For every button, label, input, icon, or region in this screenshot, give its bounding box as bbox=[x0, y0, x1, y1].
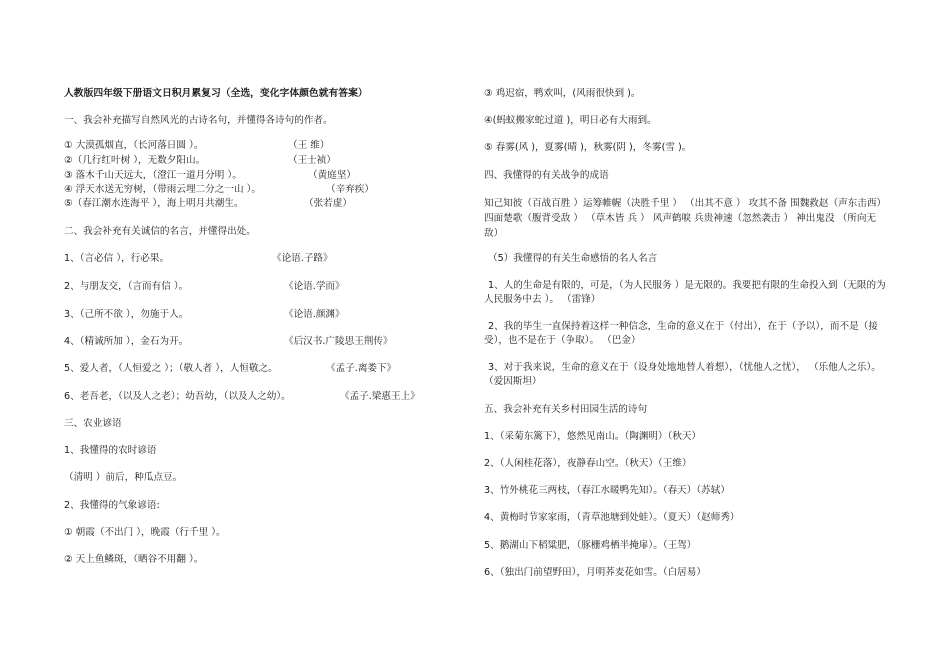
quote-line-6 bbox=[64, 391, 420, 403]
poem-author: （王士祯） bbox=[288, 155, 336, 166]
quote-source: 《论语.子路》 bbox=[272, 253, 333, 264]
quote-text: 6、老吾老，（以及人之老）；幼吾幼，（以及人之幼）。 bbox=[64, 391, 291, 402]
weather-proverb-line-4: ④(蚂蚁搬家蛇过道 )，明日必有大雨到。 bbox=[484, 115, 657, 126]
quote-source: 《论语.学而》 bbox=[284, 281, 345, 292]
weather-proverb-line-3: ③ 鸡迟宿，鸭欢叫，(风雨很快到 )。 bbox=[484, 88, 641, 99]
quote-source: 《论语.颜渊》 bbox=[284, 309, 345, 320]
poem-line-5 bbox=[64, 198, 352, 210]
poem-line-1 bbox=[64, 140, 330, 152]
quote-line-3 bbox=[64, 309, 345, 321]
weather-proverb-subheading: 2、我懂得的气象谚语: bbox=[64, 500, 160, 511]
life-quote-3: 3、对于我来说，生命的意义在于（设身处地地替人着想），（忧他人之忧）， （乐他人之乐）。 （爱因斯坦） bbox=[484, 362, 881, 387]
pastoral-poem-line-4: 4、黄梅时节家家雨，（青草池塘到处蛙）。（夏天）（赵师秀） bbox=[484, 512, 740, 523]
poem-text: ① 大漠孤烟直，（长河落日圆 ）。 bbox=[64, 140, 204, 151]
poem-text: ④ 浮天水送无穷树，（带雨云埋二分之一山 ）。 bbox=[64, 184, 261, 195]
quote-line-4 bbox=[64, 336, 393, 348]
life-quote-1: 1、人的生命是有限的，可是，（为人民服务 ）是无限的。我要把有限的生命投入到（无限的为人民服务中去 ）。 （雷锋） bbox=[484, 280, 886, 305]
poem-author: （张若虚） bbox=[304, 198, 352, 209]
quote-line-5 bbox=[64, 363, 397, 375]
poem-text: ③ 落木千山天远大，（澄江一道月分明 ）。 bbox=[64, 170, 242, 181]
farming-proverb-line: （清明 ）前后，种瓜点豆。 bbox=[64, 472, 183, 483]
life-quotes-subheading: （5）我懂得的有关生命感悟的名人名言 bbox=[488, 253, 658, 264]
poem-line-2 bbox=[64, 155, 336, 167]
quote-source: 《孟子.离娄下》 bbox=[326, 363, 397, 374]
quote-line-1 bbox=[64, 253, 333, 265]
quote-text: 1、（言必信 ），行必果。 bbox=[64, 253, 170, 264]
poem-text: ⑤（春江潮水连海平 ），海上明月共潮生。 bbox=[64, 198, 244, 209]
section-4-heading: 四、我懂得的有关战争的成语 bbox=[484, 170, 609, 181]
poem-author: （黄庭坚） bbox=[308, 170, 356, 181]
document-title: 人教版四年级下册语文日积月累复习（全选，变化字体颜色就有答案） bbox=[64, 88, 368, 99]
weather-proverb-line-1: ① 朝霞（不出门 ），晚霞（行千里 ）。 bbox=[64, 527, 226, 538]
quote-text: 3、（己所不欲 ），勿施于人。 bbox=[64, 309, 189, 320]
section-2-heading: 二、我会补充有关诚信的名言，并懂得出处。 bbox=[64, 226, 256, 237]
section-5-heading: 五、我会补充有关乡村田园生活的诗句 bbox=[484, 404, 648, 415]
pastoral-poem-line-2: 2、（人闲桂花落），夜静春山空。（秋天）（王维） bbox=[484, 458, 692, 469]
farming-proverb-subheading: 1、我懂得的农时谚语 bbox=[64, 445, 157, 456]
pastoral-poem-line-1: 1、（采菊东篱下），悠然见南山。（陶渊明）（秋天） bbox=[484, 431, 702, 442]
pastoral-poem-line-5: 5、鹅湖山下稻粱肥，（豚栅鸡栖半掩扉）。（王驾） bbox=[484, 540, 697, 551]
quote-source: 《后汉书.广陵思王荆传》 bbox=[284, 336, 393, 347]
section-3-heading: 三、农业谚语 bbox=[64, 418, 122, 429]
poem-text: ②（几行红叶树 ），无数夕阳山。 bbox=[64, 155, 206, 166]
section-1-heading: 一、我会补充描写自然风光的古诗名句，并懂得各诗句的作者。 bbox=[64, 115, 333, 126]
quote-line-2 bbox=[64, 281, 345, 293]
war-idioms-paragraph: 知己知彼（百战百胜 ）运筹帷幄（决胜千里 ） （出其不意 ） 攻其不备 围魏救赵（声东击西） 四面楚歌（腹背受敌 ） （草木皆 兵 ） 风声鹤唳 兵贵神速（忽然袭击 ） 神出鬼没 （所向无敌） bbox=[484, 198, 887, 239]
quote-text: 4、（精诚所加 ），金石为开。 bbox=[64, 336, 189, 347]
weather-proverb-line-5: ⑤ 春雾(风 )，夏雾(晴 )，秋雾(阴 )，冬雾(雪 )。 bbox=[484, 142, 692, 153]
quote-source: 《孟子.梁惠王上》 bbox=[340, 391, 420, 402]
quote-text: 5、爱人者，（人恒爱之 ）；（敬人者 ），人恒敬之。 bbox=[64, 363, 278, 374]
poem-author: （王 维） bbox=[288, 140, 330, 151]
pastoral-poem-line-6: 6、（独出门前望野田），月明荞麦花如雪。（白居易） bbox=[484, 567, 706, 578]
quote-text: 2、与朋友交，（言而有信 ）。 bbox=[64, 281, 189, 292]
poem-line-3 bbox=[64, 170, 356, 182]
weather-proverb-line-2: ② 天上鱼鳞斑，（晒谷不用翻 ）。 bbox=[64, 554, 204, 565]
poem-line-4 bbox=[64, 184, 374, 196]
life-quote-2: 2、我的毕生一直保持着这样一种信念，生命的意义在于（付出），在于（予以），而不是（接受），也不是在于（争取）。 （巴金） bbox=[484, 321, 878, 346]
pastoral-poem-line-3: 3、竹外桃花三两枝，（春江水暖鸭先知）。（春天）（苏轼） bbox=[484, 485, 730, 496]
poem-author: （辛弃疾） bbox=[326, 184, 374, 195]
